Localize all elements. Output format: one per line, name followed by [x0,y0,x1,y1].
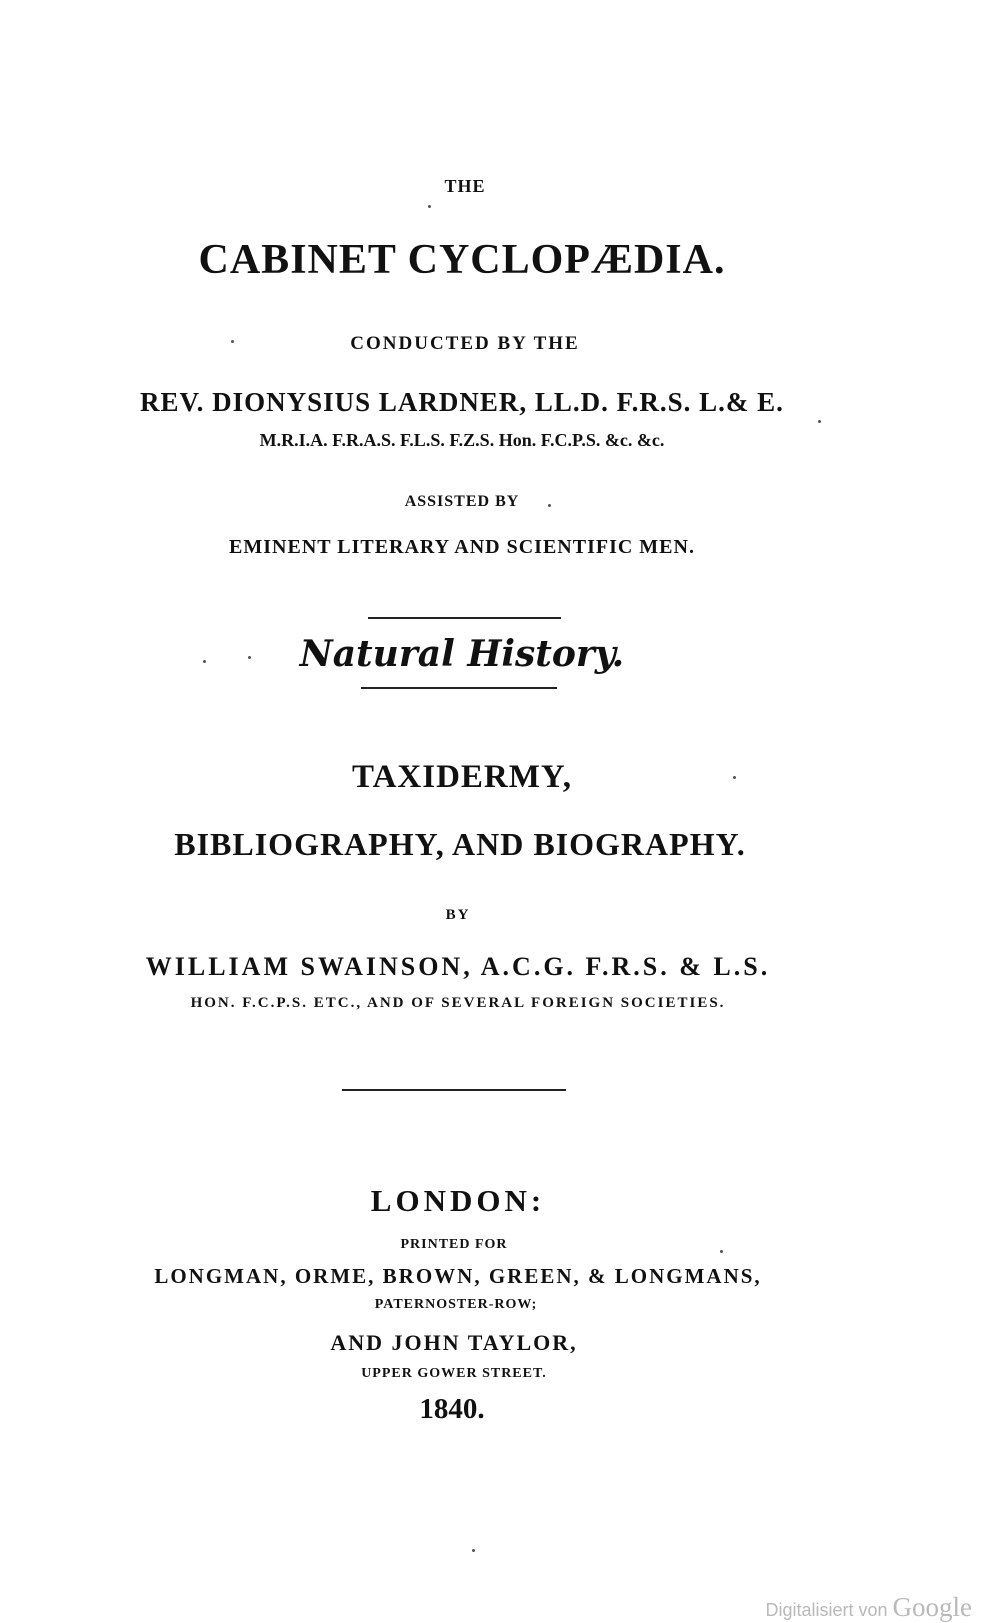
work-title-line-1: TAXIDERMY, [352,759,572,795]
author-name: WILLIAM SWAINSON, A.C.G. F.R.S. & L.S. [145,952,771,981]
series-bottom-rule [361,687,557,689]
author-credentials: HON. F.C.P.S. ETC., AND OF SEVERAL FOREIGN SOCIETIES. [190,995,726,1011]
scan-speck [720,1250,723,1253]
editor-credentials: M.R.I.A. F.R.A.S. F.L.S. F.Z.S. Hon. F.C.P.S. &c. &c. [259,430,665,450]
book-title: CABINET CYCLOPÆDIA. [198,237,726,283]
scan-speck [548,504,551,507]
watermark-prefix: Digitalisiert von [765,1600,888,1620]
scan-speck [733,776,736,779]
publisher-1-address: PATERNOSTER-ROW; [374,1297,538,1312]
scan-speck [231,340,234,343]
assisted-by-label: ASSISTED BY [404,493,520,510]
scan-speck [428,205,431,208]
watermark-brand: Google [892,1592,972,1622]
printed-for-label: PRINTED FOR [400,1237,508,1252]
scan-speck [818,420,821,423]
series-top-rule [368,617,561,619]
work-title-line-2: BIBLIOGRAPHY, AND BIOGRAPHY. [174,826,746,862]
digitization-watermark [765,1592,972,1623]
imprint-city: LONDON: [370,1183,546,1218]
contributors-line: EMINENT LITERARY AND SCIENTIFIC MEN. [229,536,695,558]
editor-name: REV. DIONYSIUS LARDNER, LL.D. F.R.S. L.& E. [140,387,784,417]
imprint-rule [342,1089,566,1091]
series-heading: Natural History. [299,633,625,675]
conducted-by-label: CONDUCTED BY THE [350,333,580,354]
the-label: THE [444,176,486,196]
scan-speck [203,660,206,663]
publisher-1: LONGMAN, ORME, BROWN, GREEN, & LONGMANS, [154,1264,762,1288]
publisher-2: AND JOHN TAYLOR, [330,1330,578,1355]
scan-speck [472,1549,475,1552]
publication-year: 1840. [419,1393,485,1425]
by-label: BY [445,907,471,923]
publisher-2-address: UPPER GOWER STREET. [361,1366,547,1381]
scan-speck [248,656,251,659]
